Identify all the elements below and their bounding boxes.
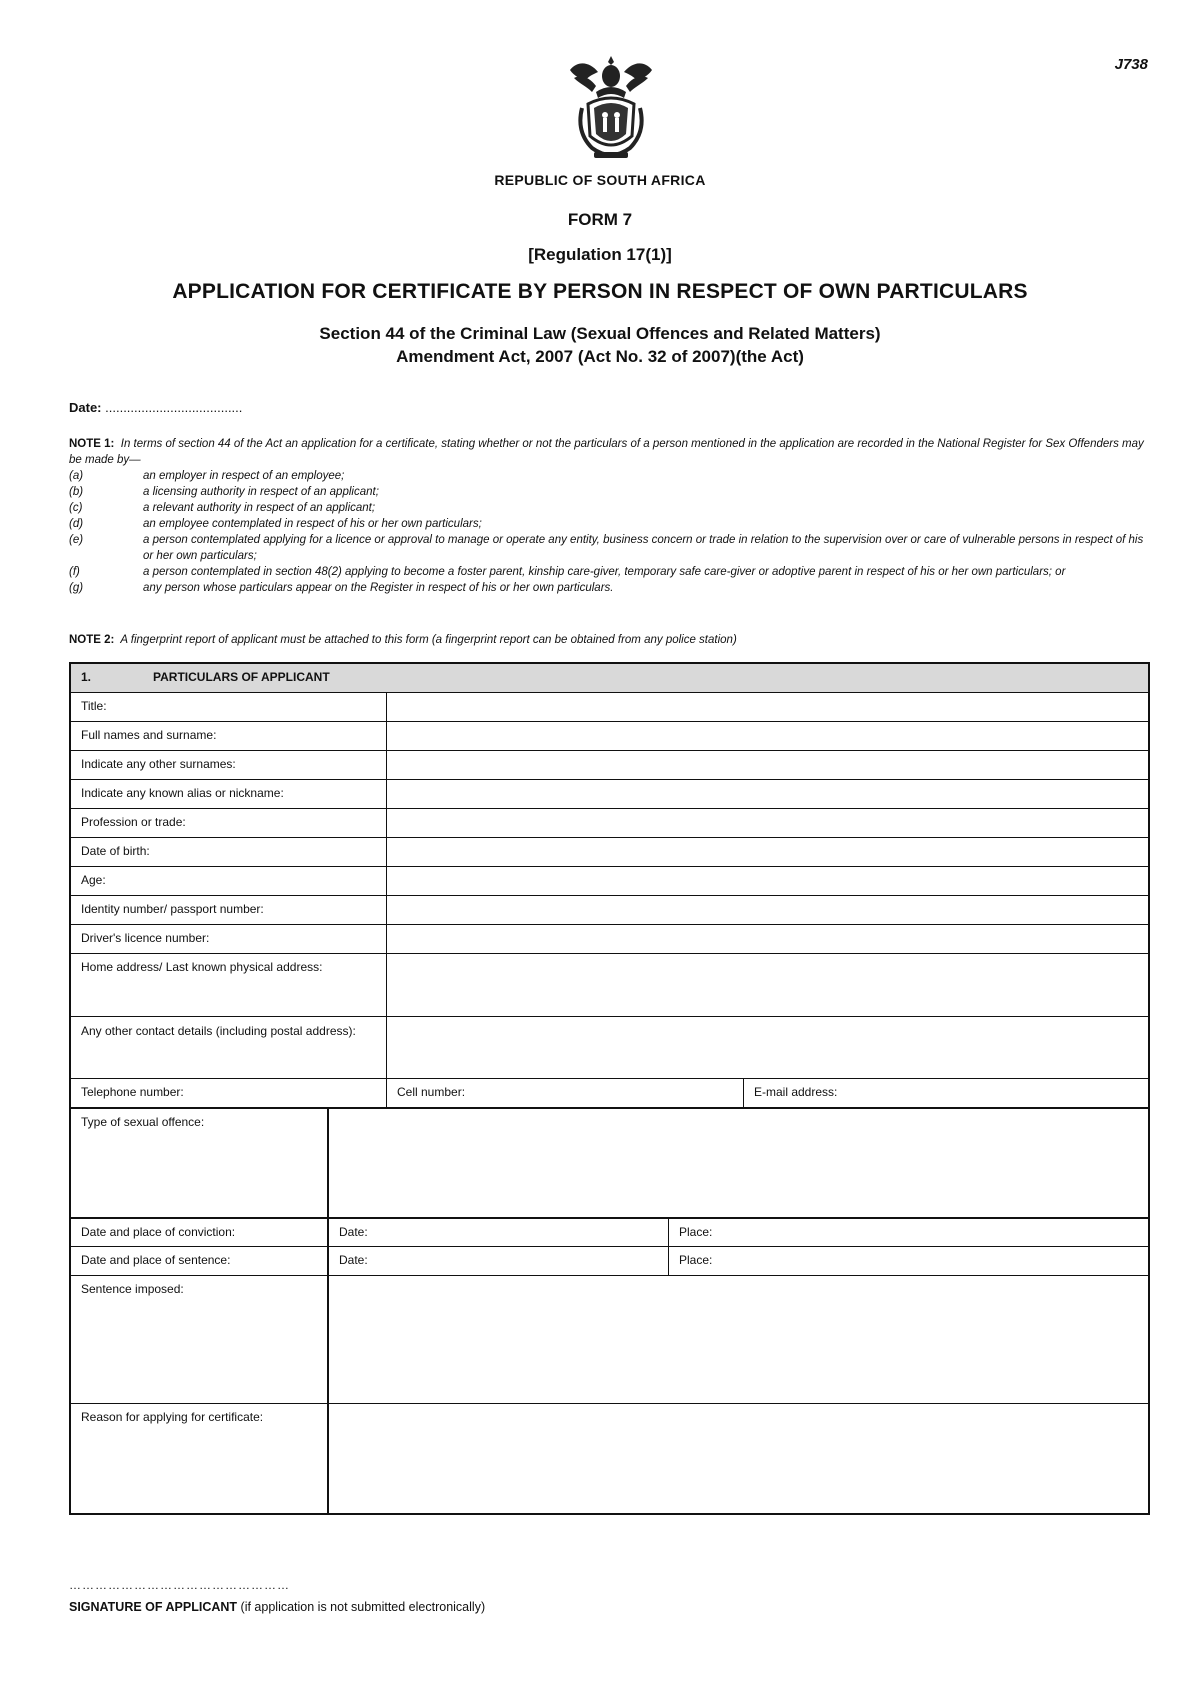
list-item: (g) any person whose particulars appear on the Register in respect of his or her own particulars. bbox=[69, 582, 614, 594]
full-names-label: Full names and surname: bbox=[71, 722, 387, 750]
table-row bbox=[71, 721, 1148, 750]
other-contact-input[interactable] bbox=[387, 1017, 1148, 1078]
id-number-input[interactable] bbox=[387, 896, 1148, 924]
sentence-imposed-input[interactable] bbox=[329, 1276, 1148, 1403]
reason-label: Reason for applying for certificate: bbox=[71, 1404, 329, 1513]
form-code: J738 bbox=[1114, 56, 1148, 73]
reason-input[interactable] bbox=[329, 1404, 1148, 1513]
conviction-label: Date and place of conviction: bbox=[71, 1219, 329, 1246]
sentence-date-field[interactable]: Date: bbox=[329, 1247, 669, 1275]
list-item: (b) a licensing authority in respect of an applicant; bbox=[69, 486, 379, 498]
table-row bbox=[71, 1016, 1148, 1078]
table-row bbox=[71, 1217, 1148, 1246]
table-row bbox=[71, 895, 1148, 924]
section-reference bbox=[0, 322, 1200, 368]
section-reference-line1: Section 44 of the Criminal Law (Sexual Offences and Related Matters) bbox=[319, 324, 881, 343]
conviction-date-field[interactable]: Date: bbox=[329, 1219, 669, 1246]
list-item: (a) an employer in respect of an employee; bbox=[69, 470, 345, 482]
age-label: Age: bbox=[71, 867, 387, 895]
table-row bbox=[71, 924, 1148, 953]
signature-caption bbox=[69, 1600, 485, 1614]
table-row bbox=[71, 1078, 1148, 1107]
other-contact-label: Any other contact details (including postal address): bbox=[71, 1017, 387, 1078]
other-surnames-input[interactable] bbox=[387, 751, 1148, 779]
sentence-imposed-label: Sentence imposed: bbox=[71, 1276, 329, 1403]
home-address-input[interactable] bbox=[387, 954, 1148, 1016]
sentence-place-field[interactable]: Place: bbox=[679, 1253, 713, 1267]
note-1-lead: NOTE 1: bbox=[69, 438, 115, 450]
title-label: Title: bbox=[71, 693, 387, 721]
regulation-reference: [Regulation 17(1)] bbox=[528, 245, 672, 264]
section-title: PARTICULARS OF APPLICANT bbox=[153, 670, 330, 684]
profession-label: Profession or trade: bbox=[71, 809, 387, 837]
dob-label: Date of birth: bbox=[71, 838, 387, 866]
sentence-date-place-label: Date and place of sentence: bbox=[71, 1247, 329, 1275]
section-header bbox=[71, 664, 1148, 692]
other-surnames-label: Indicate any other surnames: bbox=[71, 751, 387, 779]
note-2 bbox=[69, 634, 737, 646]
date-label: Date: bbox=[69, 400, 102, 415]
signature-line[interactable]: …………………………………………… bbox=[69, 1578, 290, 1592]
title-input[interactable] bbox=[387, 693, 1148, 721]
age-input[interactable] bbox=[387, 867, 1148, 895]
table-row bbox=[71, 866, 1148, 895]
section-number: 1. bbox=[81, 670, 92, 684]
home-address-label: Home address/ Last known physical address: bbox=[71, 954, 387, 1016]
dob-input[interactable] bbox=[387, 838, 1148, 866]
table-row bbox=[71, 837, 1148, 866]
conviction-place-field[interactable]: Place: bbox=[679, 1225, 713, 1239]
full-names-input[interactable] bbox=[387, 722, 1148, 750]
form-title: FORM 7 bbox=[567, 210, 633, 229]
offence-type-label: Type of sexual offence: bbox=[71, 1109, 329, 1217]
section-reference-line2: Amendment Act, 2007 (Act No. 32 of 2007)(the Act) bbox=[396, 347, 804, 366]
alias-label: Indicate any known alias or nickname: bbox=[71, 780, 387, 808]
page-title: APPLICATION FOR CERTIFICATE BY PERSON IN RESPECT OF OWN PARTICULARS bbox=[172, 280, 1028, 303]
table-row bbox=[71, 692, 1148, 721]
signature-note: (if application is not submitted electronically) bbox=[240, 1600, 486, 1614]
signature-label: SIGNATURE OF APPLICANT bbox=[69, 1600, 238, 1614]
particulars-form bbox=[69, 662, 1150, 1515]
country-name: REPUBLIC OF SOUTH AFRICA bbox=[494, 172, 706, 188]
note-1-text: In terms of section 44 of the Act an application for a certificate, stating whether or not the particulars of a person mentioned in the application are recorded in the National Register for Sex Offenders may be made by— bbox=[69, 438, 1144, 466]
id-number-label: Identity number/ passport number: bbox=[71, 896, 387, 924]
list-item: (f) a person contemplated in section 48(2) applying to become a foster parent, kinship care-giver, temporary safe care-giver or adoptive parent in respect of his or her own particulars; or bbox=[69, 566, 1066, 578]
email-field[interactable]: E-mail address: bbox=[754, 1085, 838, 1099]
telephone-field[interactable]: Telephone number: bbox=[71, 1079, 387, 1107]
table-row bbox=[71, 808, 1148, 837]
table-row bbox=[71, 1403, 1148, 1513]
date-dots: ...................................... bbox=[105, 400, 243, 415]
table-row bbox=[71, 1107, 1148, 1217]
table-row bbox=[71, 1246, 1148, 1275]
alias-input[interactable] bbox=[387, 780, 1148, 808]
note-2-text: A fingerprint report of applicant must be attached to this form (a fingerprint report can be obtained from any police station) bbox=[120, 634, 737, 646]
date-field[interactable] bbox=[69, 400, 242, 415]
list-item: (c) a relevant authority in respect of an applicant; bbox=[69, 502, 376, 514]
note-1 bbox=[69, 436, 1153, 596]
table-row bbox=[71, 779, 1148, 808]
table-row bbox=[71, 750, 1148, 779]
list-item: (d) an employee contemplated in respect of his or her own particulars; bbox=[69, 518, 482, 530]
cell-number-field[interactable]: Cell number: bbox=[387, 1079, 744, 1107]
coat-of-arms-icon bbox=[568, 52, 654, 164]
drivers-licence-input[interactable] bbox=[387, 925, 1148, 953]
list-item: (e) a person contemplated applying for a licence or approval to manage or operate any entity, business concern or trade in relation to the supervision over or care of vulnerable persons in respect of his or her own particulars; bbox=[69, 534, 1144, 562]
offence-type-input[interactable] bbox=[329, 1109, 1148, 1217]
note-2-lead: NOTE 2: bbox=[69, 634, 115, 646]
table-row bbox=[71, 1275, 1148, 1403]
profession-input[interactable] bbox=[387, 809, 1148, 837]
table-row bbox=[71, 953, 1148, 1016]
drivers-licence-label: Driver's licence number: bbox=[71, 925, 387, 953]
